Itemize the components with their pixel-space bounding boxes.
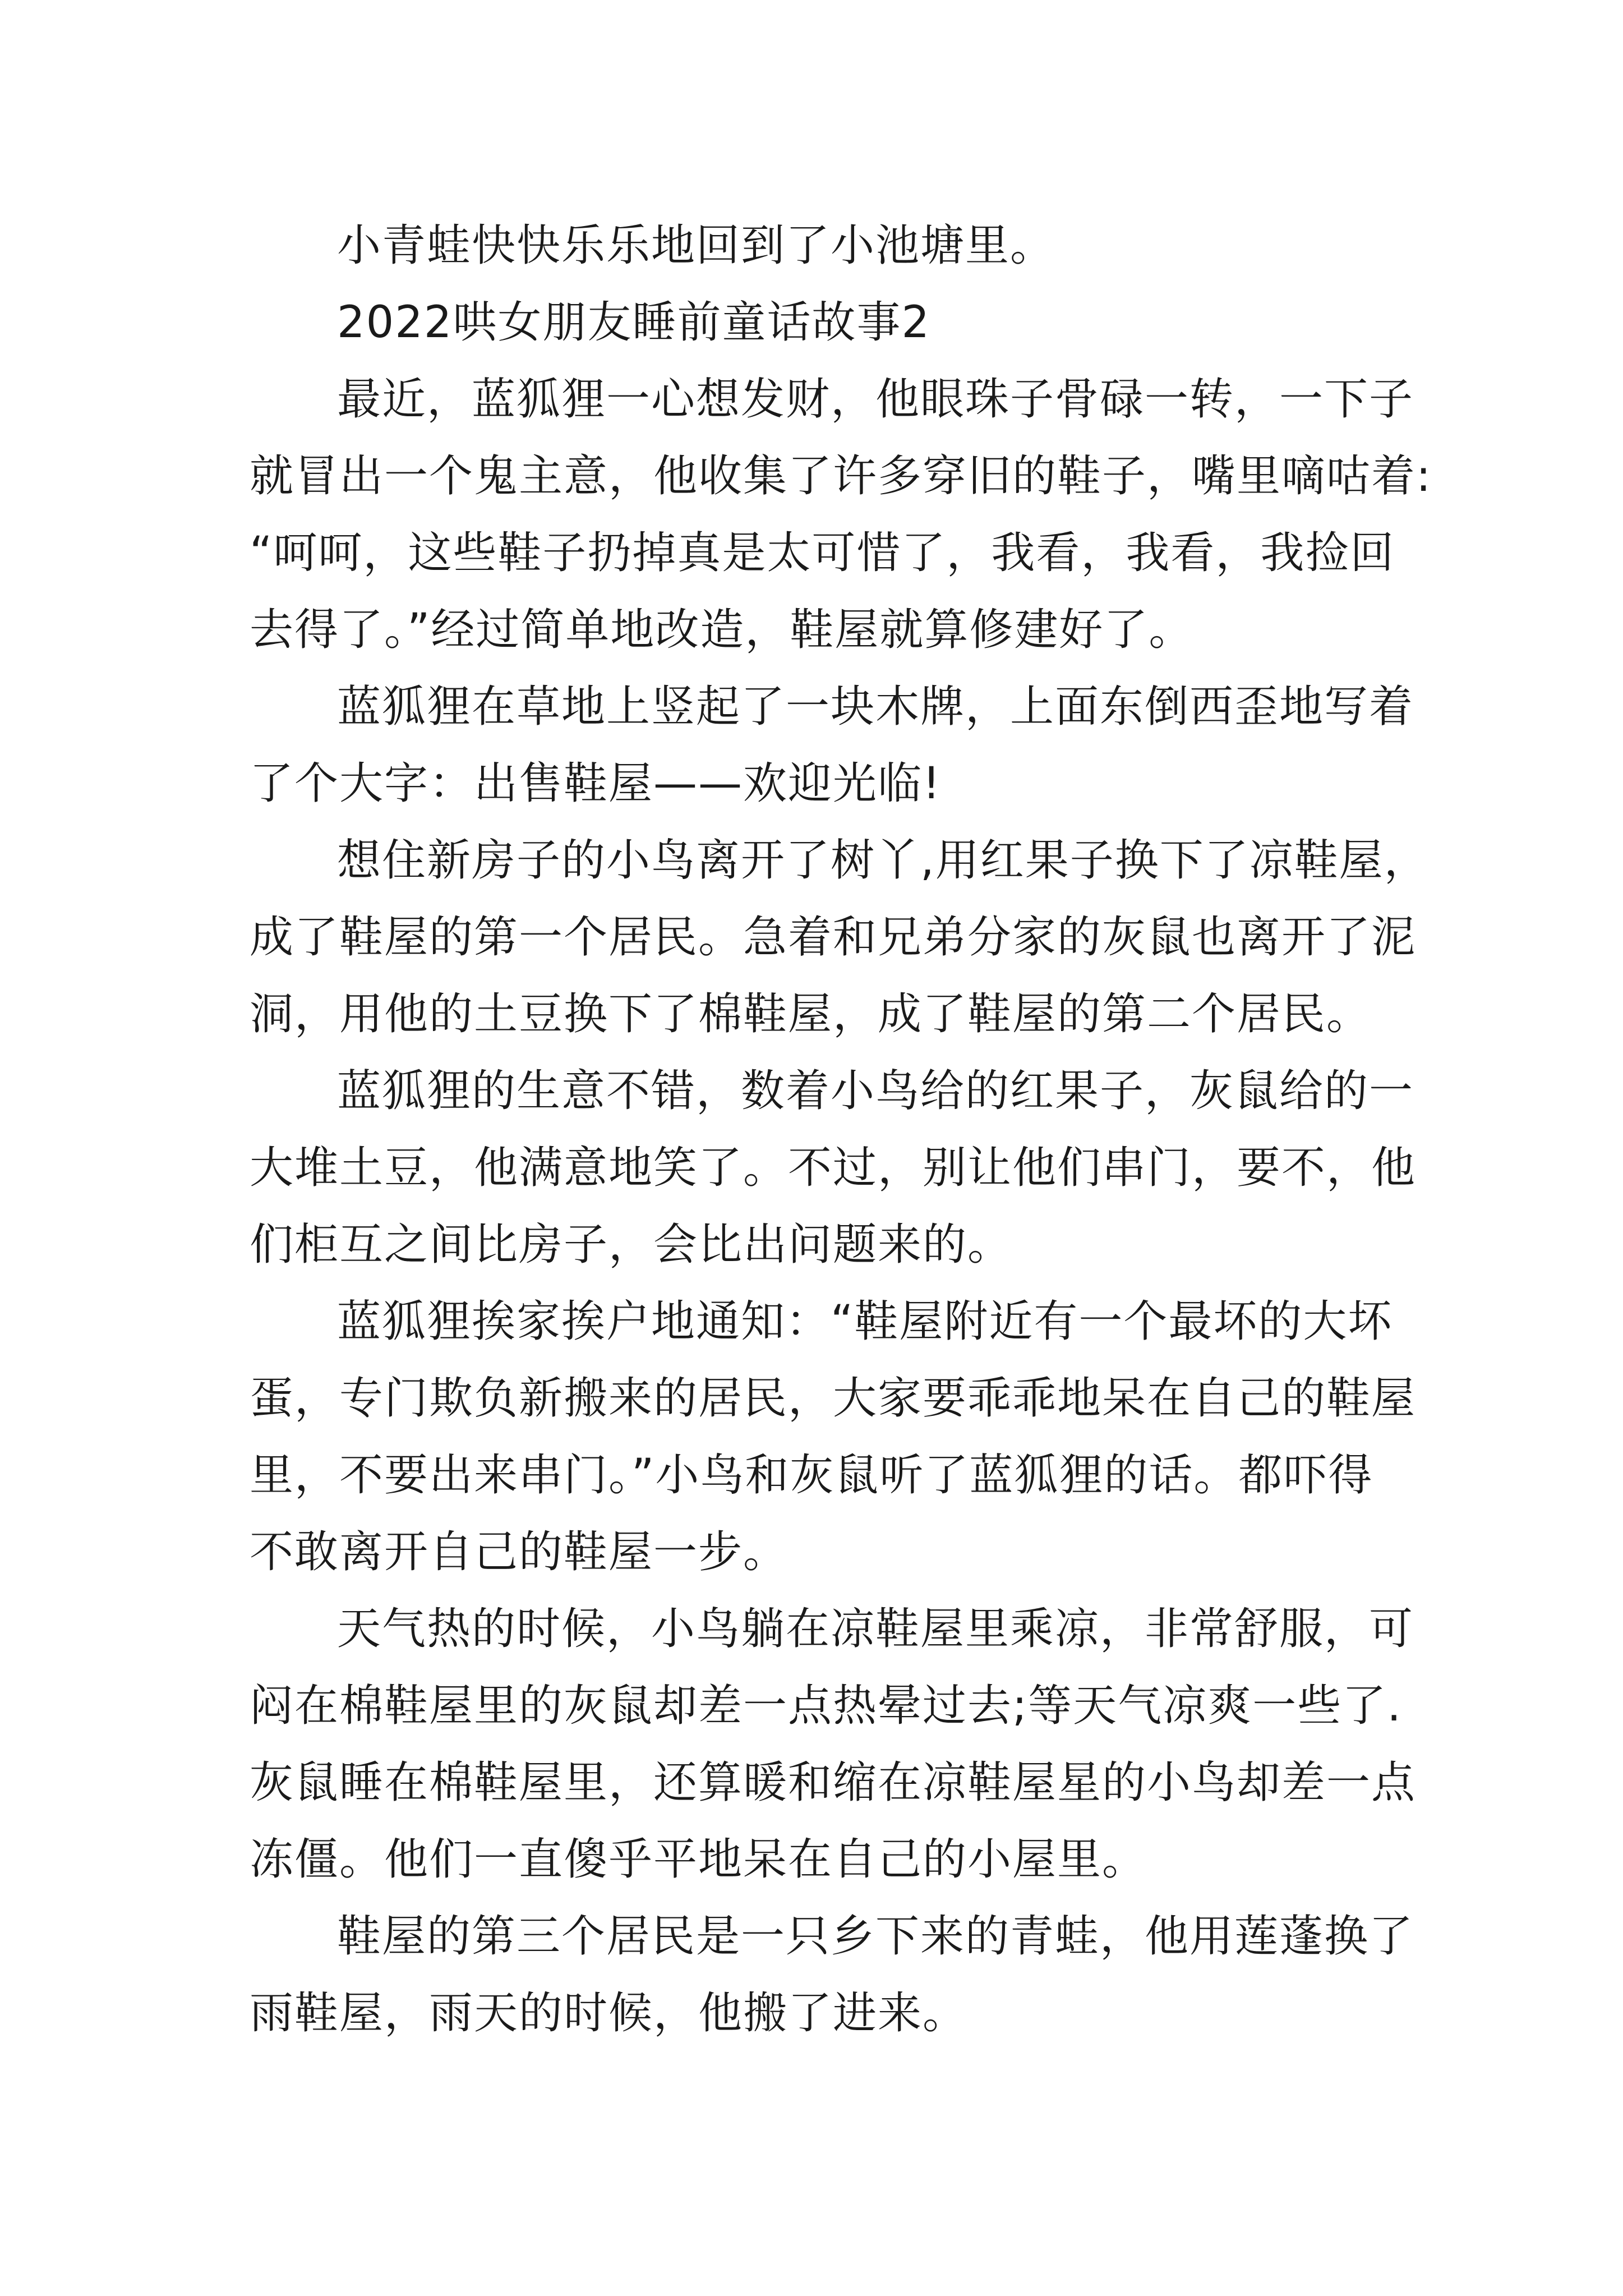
text-line: “呵呵，这些鞋子扔掉真是太可惜了，我看，我看，我捡回 — [250, 528, 1395, 578]
text-line: 蓝狐狸在草地上竖起了一块木牌，上面东倒西歪地写着 — [337, 682, 1414, 732]
text-line: 小青蛙快快乐乐地回到了小池塘里。 — [337, 220, 1055, 271]
text-line: 成了鞋屋的第一个居民。急着和兄弟分家的灰鼠也离开了泥 — [250, 912, 1417, 963]
text-line: 雨鞋屋，雨天的时候，他搬了进来。 — [250, 1988, 968, 2039]
text-line: 了个大字：出售鞋屋——欢迎光临! — [250, 758, 942, 809]
text-line: 洞，用他的土豆换下了棉鞋屋，成了鞋屋的第二个居民。 — [250, 989, 1372, 1039]
text-line: 就冒出一个鬼主意，他收集了许多穿旧的鞋子，嘴里嘀咕着: — [250, 451, 1432, 501]
text-line: 不敢离开自己的鞋屋一步。 — [250, 1527, 789, 1577]
text-line: 灰鼠睡在棉鞋屋里，还算暖和缩在凉鞋屋星的小鸟却差一点 — [250, 1757, 1417, 1808]
text-line: 大堆土豆，他满意地笑了。不过，别让他们串门，要不，他 — [250, 1143, 1417, 1193]
text-line: 冻僵。他们一直傻乎平地呆在自己的小屋里。 — [250, 1834, 1147, 1885]
text-line: 们柜互之间比房子，会比出问题来的。 — [250, 1220, 1013, 1270]
text-line: 蓝狐狸挨家挨户地通知：“鞋屋附近有一个最坏的大坏 — [337, 1296, 1393, 1347]
section-heading: 2022哄女朋友睡前童话故事2 — [337, 297, 931, 348]
text-line: 蓝狐狸的生意不错，数着小鸟给的红果子，灰鼠给的一 — [337, 1066, 1414, 1116]
text-line: 闷在棉鞋屋里的灰鼠却差一点热晕过去;等天气凉爽一些了. — [250, 1681, 1403, 1731]
text-line: 最近，蓝狐狸一心想发财，他眼珠子骨碌一转，一下子 — [337, 374, 1414, 425]
text-line: 鞋屋的第三个居民是一只乡下来的青蛙，他用莲蓬换了 — [337, 1911, 1414, 1962]
text-line: 天气热的时候，小鸟躺在凉鞋屋里乘凉，非常舒服，可 — [337, 1604, 1414, 1654]
document-body — [250, 208, 1432, 2052]
text-line: 去得了。”经过简单地改造，鞋屋就算修建好了。 — [250, 605, 1194, 655]
text-line: 里，不要出来串门。”小鸟和灰鼠听了蓝狐狸的话。都吓得 — [250, 1450, 1373, 1501]
text-line: 蛋，专门欺负新搬来的居民，大家要乖乖地呆在自己的鞋屋 — [250, 1373, 1417, 1424]
text-line: 想住新房子的小鸟离开了树丫,用红果子换下了凉鞋屋， — [337, 835, 1429, 886]
